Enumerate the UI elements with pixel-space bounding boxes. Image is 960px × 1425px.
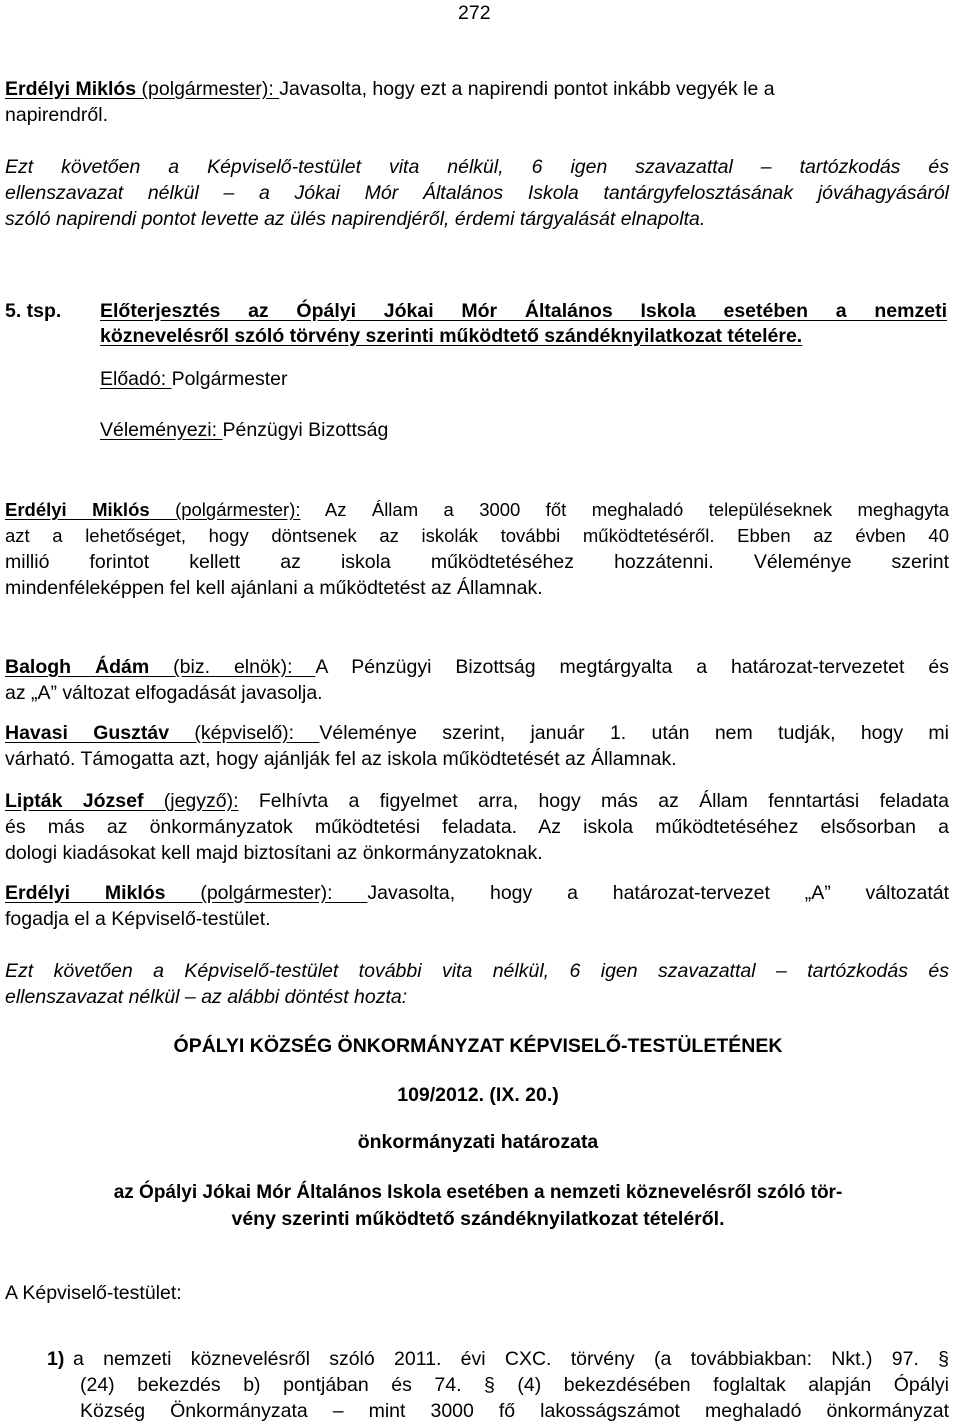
paragraph-8-line-1: Ezt követően a Képviselő-testület további vita nélkül, 6 igen szavazattal – tartózkodás és (5, 960, 949, 982)
paragraph-text: Javasolta, hogy ezt a napirendi pontot inkább vegyék le a (279, 78, 775, 100)
agenda-item-number: 5. tsp. (5, 300, 62, 322)
paragraph-6-line-2: és más az önkormányzatok működtetési feladata. Az iskola működtetéséhez elsősorban a (5, 816, 949, 838)
speaker-name: Erdélyi Miklós (5, 78, 137, 100)
speaker-name: Erdélyi Miklós (5, 499, 150, 520)
paragraph-8-line-2: ellenszavazat nélkül – az alábbi döntést hozta: (5, 986, 408, 1008)
paragraph-2-line-1: Ezt követően a Képviselő-testület vita nélkül, 6 igen szavazattal – tartózkodás és (5, 156, 949, 178)
speaker-name: Lipták József (5, 790, 144, 812)
speaker-role: (polgármester): (165, 882, 368, 904)
paragraph-text: Felhívta a figyelmet arra, hogy más az Állam fenntartási feladata (238, 790, 949, 812)
resolution-body: ÓPÁLYI KÖZSÉG ÖNKORMÁNYZAT KÉPVISELŐ-TESTÜLETÉNEK (173, 1035, 783, 1057)
resolution-item-number: 1) (47, 1348, 65, 1370)
paragraph-3-line-4: mindenféleképpen fel kell ajánlani a működtetést az Államnak. (5, 577, 543, 599)
paragraph-7-line-2: fogadja el a Képviselő-testület. (5, 908, 271, 930)
paragraph-7-line-1 (5, 880, 949, 906)
presenter-label: Előadó: (100, 368, 172, 390)
paragraph-text: Az Állam a 3000 főt meghaladó településeknek meghagyta (300, 499, 949, 520)
paragraph-6-line-3: dologi kiadásokat kell majd biztosítani az önkormányzatoknak. (5, 842, 543, 864)
paragraph-text: A Pénzügyi Bizottság megtárgyalta a határozat-tervezetet és (315, 656, 949, 678)
paragraph-5-line-1 (5, 720, 949, 746)
paragraph-text: Javasolta, hogy a határozat-tervezet „A” változatát (367, 882, 949, 904)
resolution-item-line-1: a nemzeti köznevelésről szóló 2011. évi CXC. törvény (a továbbiakban: Nkt.) 97. § (73, 1348, 949, 1370)
paragraph-5-line-2: várható. Támogatta azt, hogy ajánlják fel az iskola működtetését az Államnak. (5, 748, 677, 770)
paragraph-6-line-1 (5, 788, 949, 814)
paragraph-2-line-3: szóló napirendi pontot levette az ülés napirendjéről, érdemi tárgyalását elnapolta. (5, 208, 706, 230)
agenda-item-title-line-1: Előterjesztés az Ópályi Jókai Mór Általános Iskola esetében a nemzeti (100, 300, 947, 322)
page-number: 272 (458, 2, 491, 24)
speaker-role: (képviselő): (169, 722, 320, 744)
paragraph-text: Véleménye szerint, január 1. után nem tudják, hogy mi (319, 722, 950, 744)
resolution-subject-line-2: vény szerinti működtető szándéknyilatkozat tételéről. (231, 1208, 725, 1230)
paragraph-1-line-2: napirendről. (5, 104, 108, 126)
resolution-item-line-3: Község Önkormányzata – mint 3000 fő lakosságszámot meghaladó önkormányzat (80, 1400, 949, 1422)
resolution-item-line-2: (24) bekezdés b) pontjában és 74. § (4) bekezdésében foglaltak alapján Ópályi (80, 1374, 949, 1396)
speaker-role: (jegyző): (143, 790, 239, 812)
paragraph-1-line-1 (5, 76, 951, 102)
speaker-role: (polgármester): (149, 499, 301, 520)
presenter-value: Polgármester (171, 368, 288, 390)
resolution-board: A Képviselő-testület: (5, 1282, 182, 1304)
agenda-presenter (100, 366, 288, 392)
agenda-item-title-line-2: köznevelésről szóló törvény szerinti működtető szándéknyilatkozat tételére. (100, 325, 803, 347)
paragraph-3-line-3: millió forintot kellett az iskola működtetéséhez hozzátenni. Véleménye szerint (5, 551, 949, 573)
speaker-name: Balogh Ádám (5, 656, 150, 678)
resolution-kind: önkormányzati határozata (357, 1131, 599, 1153)
paragraph-3-line-1 (5, 497, 949, 523)
reviewer-value: Pénzügyi Bizottság (222, 419, 389, 441)
resolution-subject-line-1: az Ópályi Jókai Mór Általános Iskola esetében a nemzeti köznevelésről szóló tör- (113, 1182, 843, 1203)
resolution-number: 109/2012. (IX. 20.) (397, 1084, 559, 1106)
speaker-name: Erdélyi Miklós (5, 882, 166, 904)
paragraph-3-line-2: azt a lehetőséget, hogy döntsenek az iskolák további működtetéséről. Ebben az évben 40 (5, 525, 949, 546)
paragraph-4-line-1 (5, 654, 949, 680)
speaker-name: Havasi Gusztáv (5, 722, 170, 744)
speaker-role: (biz. elnök): (149, 656, 316, 678)
agenda-reviewer (100, 417, 388, 443)
paragraph-4-line-2: az „A” változat elfogadását javasolja. (5, 682, 323, 704)
speaker-role: (polgármester): (136, 78, 280, 100)
paragraph-2-line-2: ellenszavazat nélkül – a Jókai Mór Általános Iskola tantárgyfelosztásának jóváhagyásáról (5, 182, 949, 204)
reviewer-label: Véleményezi: (100, 419, 223, 441)
